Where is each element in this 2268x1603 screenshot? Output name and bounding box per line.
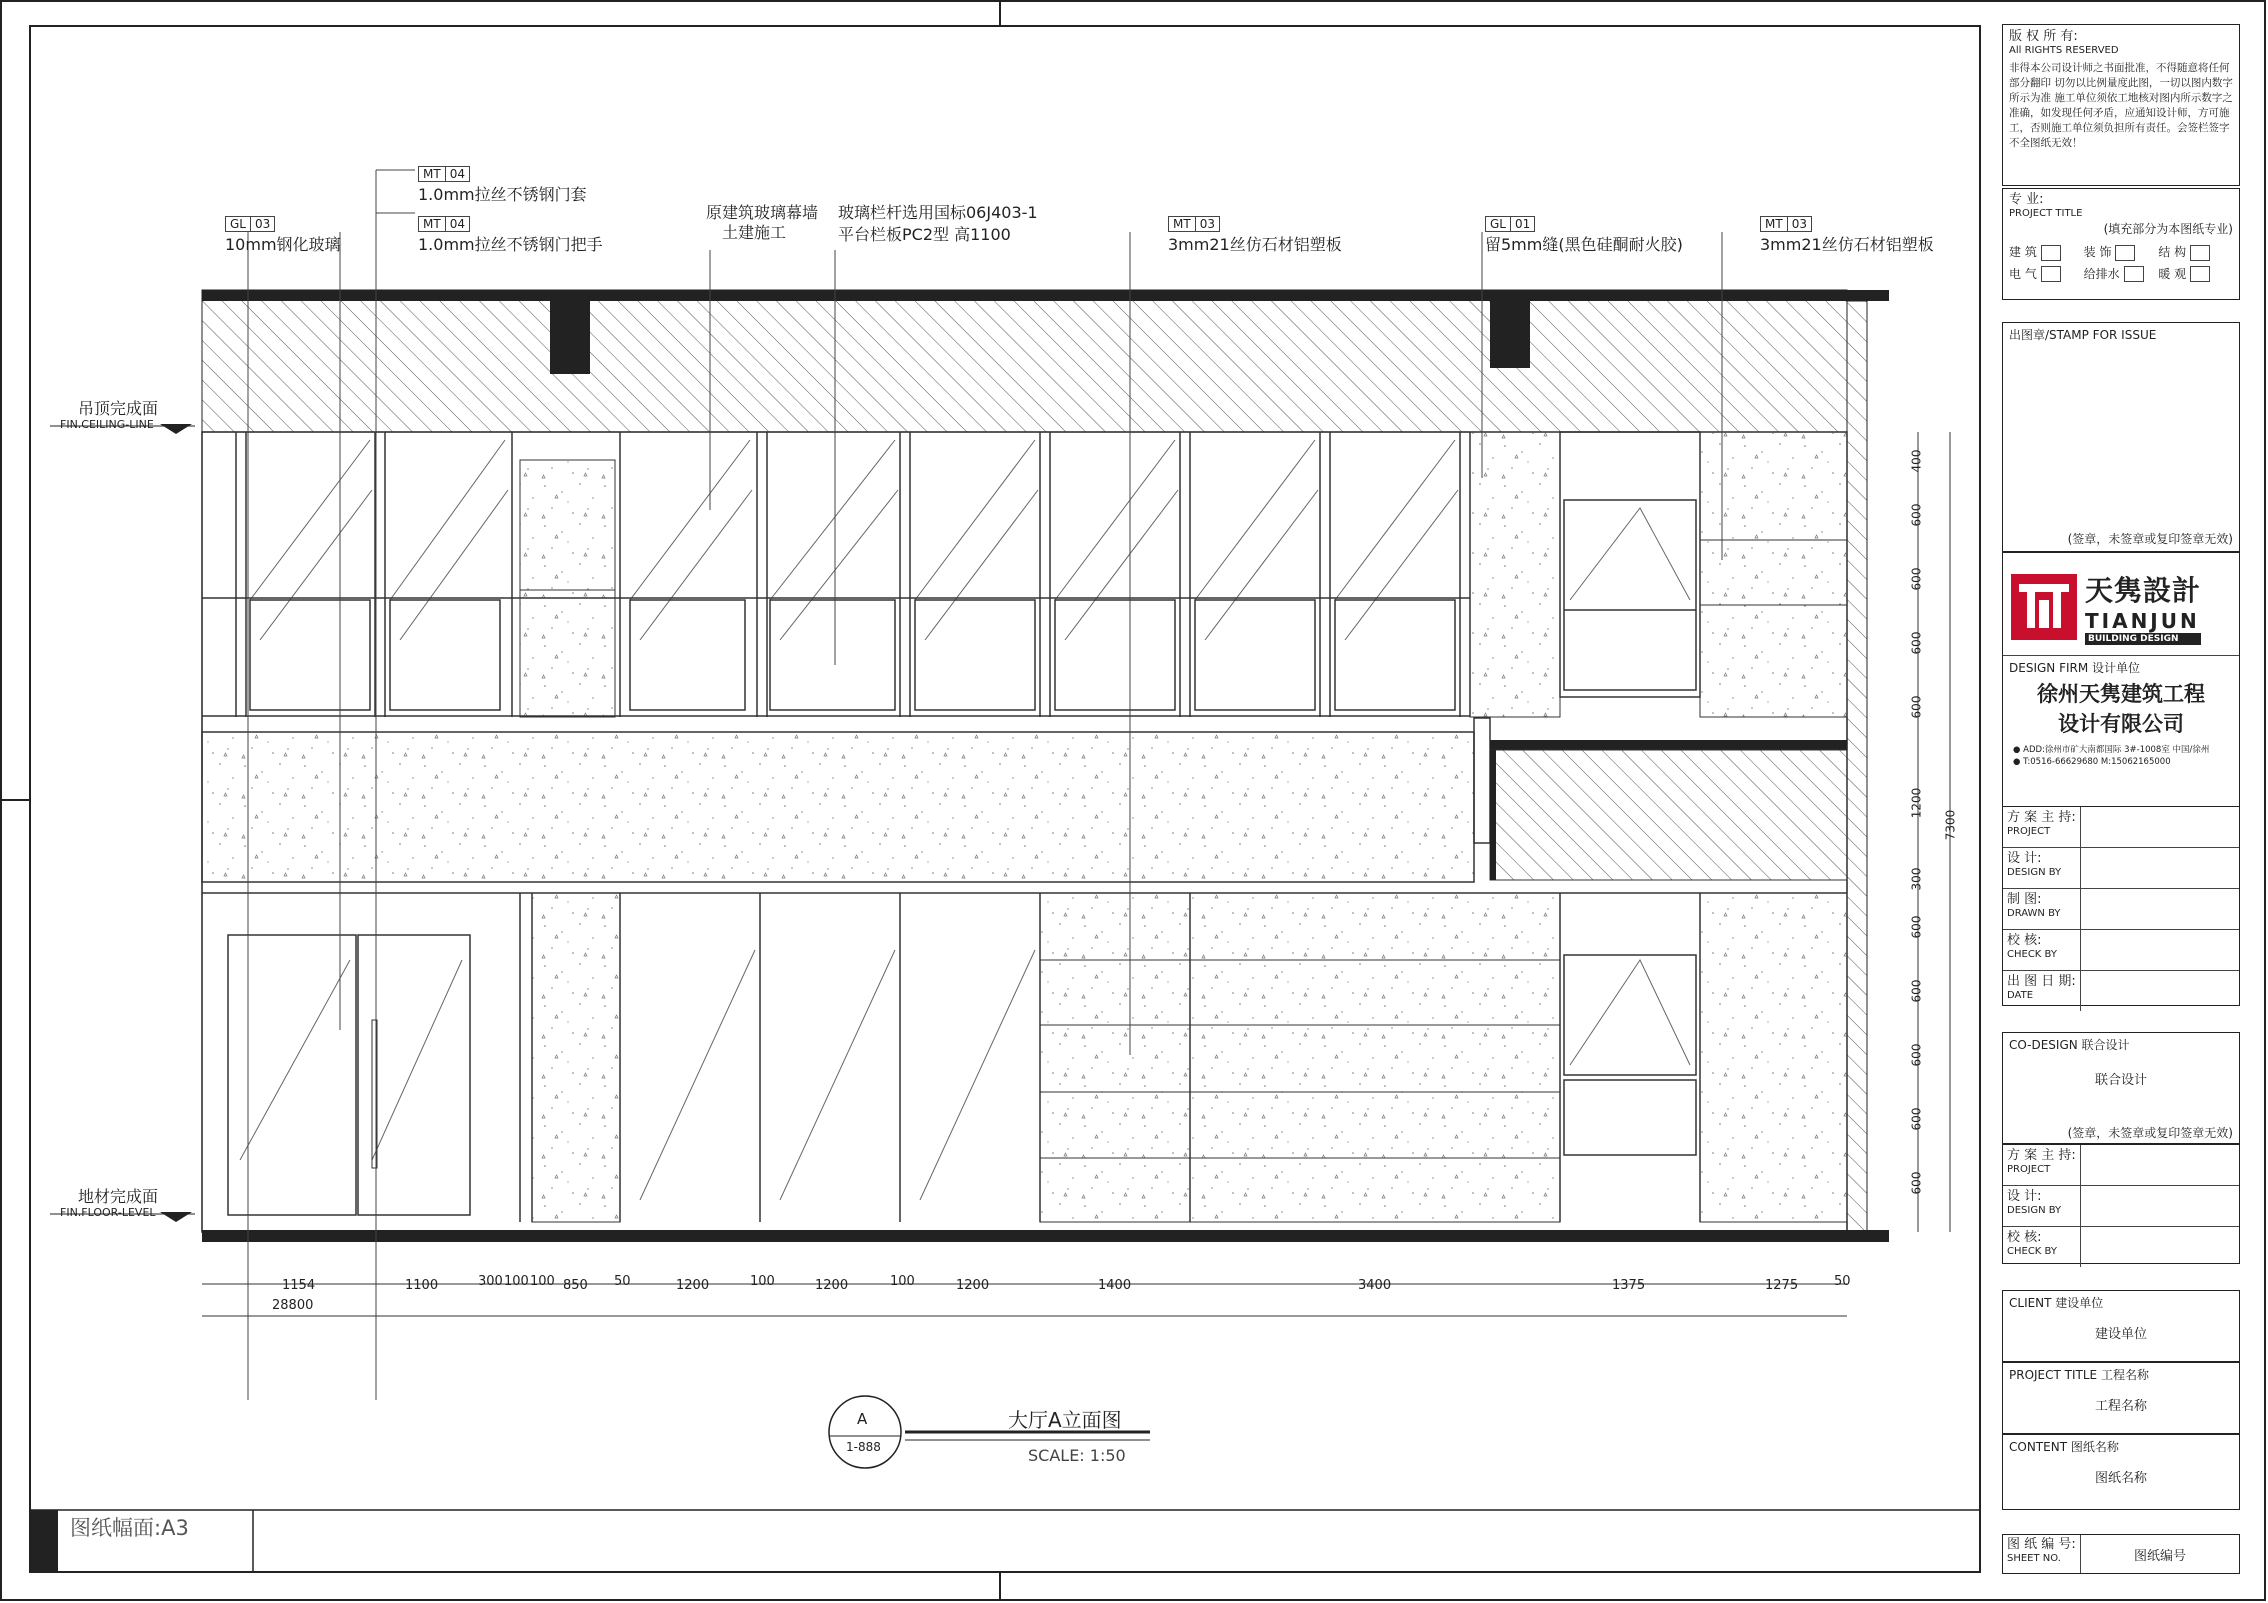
dimension-label: 1100 [405, 1278, 439, 1293]
dimension-label: 300 [478, 1274, 503, 1289]
ceiling-line-label-en: FIN.CEILING-LINE [60, 418, 154, 431]
material-tag: MT [418, 216, 446, 232]
dimension-label: 1400 [1098, 1278, 1132, 1293]
section-symbol-letter: A [857, 1410, 868, 1428]
discipline-item: 结 构 [2158, 243, 2233, 261]
stamp-label: 出图章/STAMP FOR ISSUE [2009, 328, 2157, 342]
total-dimension: 28800 [272, 1298, 314, 1313]
firm-name: 徐州天隽建筑工程 [2037, 682, 2205, 706]
annotation [1760, 213, 1934, 255]
sheet-no-label-en: SHEET NO. [2007, 1553, 2061, 1564]
material-tag-number: 01 [1511, 216, 1535, 232]
annotation-text: 原建筑玻璃幕墙 [706, 203, 819, 222]
codesign-note: (签章，未签章或复印签章无效) [2067, 1126, 2233, 1140]
dimension-label: 100 [750, 1274, 775, 1289]
staff-row: 设 计: DESIGN BY [2003, 1185, 2239, 1226]
drawing-title: 大厅A立面图 [1008, 1408, 1122, 1432]
discipline-item: 装 饰 [2084, 243, 2159, 261]
dimension-label: 1200 [956, 1278, 990, 1293]
codesign-staff-table [2002, 1144, 2240, 1264]
staff-row: 出 图 日 期: DATE [2003, 970, 2239, 1011]
annotation [418, 213, 603, 255]
discipline-item: 建 筑 [2009, 243, 2084, 261]
stamp-box [2002, 322, 2240, 552]
client-box [2002, 1290, 2240, 1362]
dimension-label: 600 [1909, 979, 1924, 1003]
annotation-text: 3mm21丝仿石材铝塑板 [1168, 235, 1342, 254]
material-tag-number: 03 [1196, 216, 1220, 232]
annotation [225, 213, 341, 255]
copyright-note: 非得本公司设计师之书面批准，不得随意将任何部分翻印 切勿以比例量度此图，一切以图内数字所示为准 施工单位须依工地核对图内所示数字之准确，如发现任何矛盾，应通知设计师，方可施工，否则施工单位须负担所有责任。会签栏签字不全图纸无效！ [2009, 62, 2233, 149]
material-tag-number: 04 [446, 216, 470, 232]
material-tag-number: 04 [446, 166, 470, 182]
right-dimensions [1905, 432, 1929, 1232]
project-label: PROJECT TITLE 工程名称 [2009, 1368, 2149, 1382]
dimension-label: 1200 [1909, 787, 1924, 819]
material-tag-number: 03 [1788, 216, 1812, 232]
major-label: 专 业: [2009, 192, 2044, 207]
firm-name: 设计有限公司 [2058, 712, 2184, 736]
dimension-label: 850 [563, 1278, 588, 1293]
dimension-label: 1375 [1612, 1278, 1646, 1293]
design-firm-label: DESIGN FIRM 设计单位 [2003, 655, 2239, 679]
dimension-label: 100 [890, 1274, 915, 1289]
firm-box [2002, 552, 2240, 812]
dimension-label: 600 [1909, 1107, 1924, 1131]
dimension-label: 3400 [1358, 1278, 1392, 1293]
dimension-label: 600 [1909, 695, 1924, 719]
annotation-text: 1.0mm拉丝不锈钢门把手 [418, 235, 603, 254]
dimension-label: 600 [1909, 631, 1924, 655]
discipline-item: 暖 观 [2158, 265, 2233, 283]
annotation [1485, 213, 1683, 255]
annotation-text: 土建施工 [722, 223, 787, 242]
copyright-title-en: All RIGHTS RESERVED [2009, 45, 2119, 56]
project-box [2002, 1362, 2240, 1434]
material-tag: MT [1168, 216, 1196, 232]
logo-en: TIANJUN [2085, 609, 2200, 633]
dimension-label: 1275 [1765, 1278, 1799, 1293]
right-total-dimension: 7300 [1943, 809, 1958, 841]
sheet-no-label: 图 纸 编 号: [2007, 1537, 2076, 1552]
material-tag: GL [225, 216, 251, 232]
staff-row: 校 核: CHECK BY [2003, 1226, 2239, 1267]
staff-table [2002, 806, 2240, 1006]
dimension-label: 1154 [282, 1278, 316, 1293]
company-logo [2003, 553, 2239, 645]
discipline-grid [2009, 243, 2233, 282]
dimension-label: 600 [1909, 567, 1924, 591]
discipline-item: 电 气 [2009, 265, 2084, 283]
codesign-box [2002, 1032, 2240, 1144]
floor-line-label: 地材完成面 [78, 1187, 159, 1206]
stamp-note: (签章，未签章或复印签章无效) [2067, 532, 2233, 546]
project-title-en: PROJECT TITLE [2009, 208, 2083, 219]
material-tag: MT [418, 166, 446, 182]
logo-sub: BUILDING DESIGN [2085, 633, 2201, 645]
dimension-label: 50 [1834, 1274, 1851, 1289]
fill-note: (填充部分为本图纸专业) [2103, 222, 2233, 236]
copyright-title: 版 权 所 有: [2009, 29, 2078, 44]
discipline-item: 给排水 [2084, 265, 2159, 283]
section-symbol-ref: 1-888 [846, 1440, 881, 1454]
sheet-no-box [2002, 1534, 2240, 1574]
firm-address: ● ADD:徐州市矿大南都国际 3#-1008室 中国/徐州 [2013, 745, 2210, 755]
dimension-label: 1200 [815, 1278, 849, 1293]
content-value: 图纸名称 [2094, 1471, 2147, 1486]
content-label: CONTENT 图纸名称 [2009, 1440, 2119, 1454]
dimension-label: 600 [1909, 1171, 1924, 1195]
dimension-label: 50 [614, 1274, 631, 1289]
firm-phone: ● T:0516-66629680 M:15062165000 [2013, 757, 2171, 767]
annotation-text: 玻璃栏杆选用国标06J403-1 [838, 203, 1038, 222]
codesign-value: 联合设计 [2094, 1073, 2147, 1088]
client-value: 建设单位 [2094, 1327, 2147, 1342]
material-tag-number: 03 [251, 216, 275, 232]
sheet-no-value: 图纸编号 [2133, 1548, 2186, 1564]
dimension-label: 300 [1909, 867, 1924, 891]
client-label: CLIENT 建设单位 [2009, 1296, 2104, 1310]
sheet-size: 图纸幅面:A3 [70, 1516, 189, 1540]
dimension-label: 100 [504, 1274, 529, 1289]
logo-cn: 天隽設計 [2085, 574, 2202, 607]
dimension-label: 1200 [676, 1278, 710, 1293]
annotation-text: 1.0mm拉丝不锈钢门套 [418, 185, 587, 204]
annotation [418, 163, 587, 205]
project-value: 工程名称 [2094, 1399, 2147, 1414]
dimension-label: 600 [1909, 503, 1924, 527]
annotation [1168, 213, 1342, 255]
staff-row: 制 图: DRAWN BY [2003, 888, 2239, 929]
annotation-text: 10mm钢化玻璃 [225, 235, 341, 254]
content-box [2002, 1434, 2240, 1510]
dimension-label: 600 [1909, 915, 1924, 939]
codesign-label: CO-DESIGN 联合设计 [2009, 1038, 2130, 1052]
drawing-scale: SCALE: 1:50 [1028, 1446, 1126, 1465]
annotation-text: 留5mm缝(黑色硅酮耐火胶) [1485, 235, 1683, 254]
dimension-label: 600 [1909, 1043, 1924, 1067]
staff-row: 方 案 主 持: PROJECT [2003, 1145, 2239, 1185]
annotation-text: 平台栏板PC2型 高1100 [838, 225, 1011, 244]
logo-mark-icon [2011, 574, 2077, 640]
staff-row: 设 计: DESIGN BY [2003, 847, 2239, 888]
copyright-box [2002, 24, 2240, 186]
floor-line-label-en: FIN.FLOOR-LEVEL [60, 1206, 156, 1219]
annotation-text: 3mm21丝仿石材铝塑板 [1760, 235, 1934, 254]
material-tag: MT [1760, 216, 1788, 232]
staff-row: 方 案 主 持: PROJECT [2003, 807, 2239, 847]
discipline-box [2002, 188, 2240, 300]
dimension-label: 100 [530, 1274, 555, 1289]
dimension-label: 400 [1909, 449, 1924, 473]
material-tag: GL [1485, 216, 1511, 232]
ceiling-line-label: 吊顶完成面 [78, 399, 159, 418]
staff-row: 校 核: CHECK BY [2003, 929, 2239, 970]
